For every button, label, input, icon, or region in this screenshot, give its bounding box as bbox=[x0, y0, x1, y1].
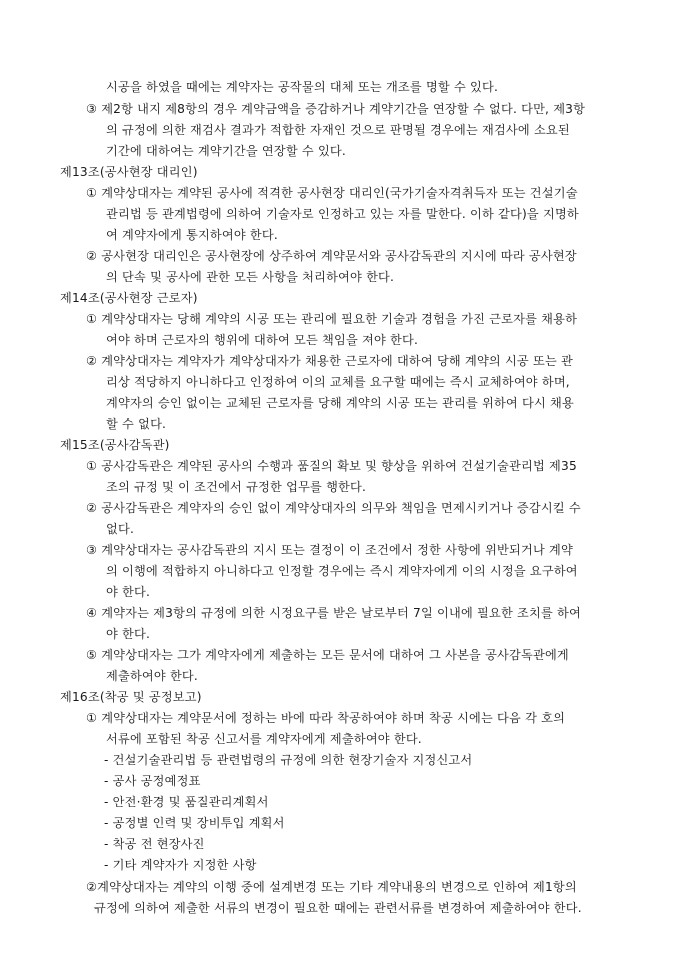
paragraph-line: ③ 계약상대자는 공사감독관의 지시 또는 결정이 이 조건에서 정한 사항에 위반되거나 계약 bbox=[86, 543, 573, 557]
body-line: 계약자의 승인 없이는 교체된 근로자를 당해 계약의 시공 또는 관리를 위하여 다시 채용 bbox=[106, 396, 574, 410]
paragraph-line: ②계약상대자는 계약의 이행 중에 설계변경 또는 기타 계약내용의 변경으로 인하여 제1항의 bbox=[86, 880, 577, 894]
body-line: 의 규정에 의한 재검사 결과가 적합한 자재인 것으로 판명될 경우에는 재검사에 소요된 bbox=[106, 123, 570, 137]
body-line: 여 계약자에게 통지하여야 한다. bbox=[106, 228, 278, 242]
list-item: - 안전·환경 및 품질관리계획서 bbox=[104, 795, 269, 809]
article-heading: 제14조(공사현장 근로자) bbox=[60, 291, 198, 305]
body-line: 규정에 의하여 제출한 서류의 변경이 필요한 때에는 관련서류를 변경하여 제출하여야 한다. bbox=[94, 901, 582, 915]
article-heading: 제13조(공사현장 대리인) bbox=[60, 165, 198, 179]
list-item: - 착공 전 현장사진 bbox=[104, 837, 205, 851]
list-item: - 공사 공정예정표 bbox=[104, 774, 201, 788]
paragraph-line: ① 계약상대자는 계약문서에 정하는 바에 따라 착공하여야 하며 착공 시에는 다음 각 호의 bbox=[86, 711, 566, 725]
body-line: 리상 적당하지 아니하다고 인정하여 이의 교체를 요구할 때에는 즉시 교체하여야 하며, bbox=[106, 375, 570, 389]
body-line: 할 수 없다. bbox=[106, 417, 167, 431]
paragraph-line: ④ 계약자는 제3항의 규정에 의한 시정요구를 받은 날로부터 7일 이내에 필요한 조치를 하여 bbox=[86, 606, 581, 620]
paragraph-line: ① 계약상대자는 계약된 공사에 적격한 공사현장 대리인(국가기술자격취득자 또는 건설기술 bbox=[86, 186, 578, 200]
article-heading: 제16조(착공 및 공정보고) bbox=[60, 690, 202, 704]
paragraph-line: ② 계약상대자는 계약자가 계약상대자가 채용한 근로자에 대하여 당해 계약의 시공 또는 관 bbox=[86, 354, 573, 368]
paragraph-line: ⑤ 계약상대자는 그가 계약자에게 제출하는 모든 문서에 대하여 그 사본을 공사감독관에게 bbox=[86, 648, 569, 662]
paragraph-line: ① 계약상대자는 당해 계약의 시공 또는 관리에 필요한 기술과 경험을 가진 근로자를 채용하 bbox=[86, 312, 578, 326]
body-line: 관리법 등 관계법령에 의하여 기술자로 인정하고 있는 자를 말한다. 이하 같다)을 지명하 bbox=[106, 207, 579, 221]
body-line: 여야 하며 근로자의 행위에 대하여 모든 책임을 져야 한다. bbox=[106, 333, 419, 347]
paragraph-line: ② 공사현장 대리인은 공사현장에 상주하여 계약문서와 공사감독관의 지시에 따라 공사현장 bbox=[86, 249, 577, 263]
article-heading: 제15조(공사감독관) bbox=[60, 438, 170, 452]
body-line: 의 단속 및 공사에 관한 모든 사항을 처리하여야 한다. bbox=[106, 270, 395, 284]
body-line: 없다. bbox=[106, 522, 135, 536]
body-line: 기간에 대하여는 계약기간을 연장할 수 있다. bbox=[106, 144, 346, 158]
list-item: - 건설기술관리법 등 관련법령의 규정에 의한 현장기술자 지정신고서 bbox=[104, 753, 473, 767]
body-line: 야 한다. bbox=[106, 585, 151, 599]
paragraph-line: ③ 제2항 내지 제8항의 경우 계약금액을 증감하거나 계약기간을 연장할 수 없다. 다만, 제3항 bbox=[86, 102, 586, 116]
paragraph-line: ② 공사감독관은 계약자의 승인 없이 계약상대자의 의무와 책임을 면제시키거나 증감시킬 수 bbox=[86, 501, 581, 515]
body-line: 야 한다. bbox=[106, 627, 151, 641]
list-item: - 기타 계약자가 지정한 사항 bbox=[104, 858, 257, 872]
body-line: 서류에 포함된 착공 신고서를 계약자에게 제출하여야 한다. bbox=[106, 732, 422, 746]
body-line: 시공을 하였을 때에는 계약자는 공작물의 대체 또는 개조를 명할 수 있다. bbox=[106, 80, 499, 94]
body-line: 의 이행에 적합하지 아니하다고 인정할 경우에는 즉시 계약자에게 이의 시정을 요구하여 bbox=[106, 564, 578, 578]
paragraph-line: ① 공사감독관은 계약된 공사의 수행과 품질의 확보 및 향상을 위하여 건설기술관리법 제35 bbox=[86, 459, 577, 473]
list-item: - 공정별 인력 및 장비투입 계획서 bbox=[104, 816, 285, 830]
body-line: 조의 규정 및 이 조건에서 규정한 업무를 행한다. bbox=[106, 480, 367, 494]
body-line: 제출하여야 한다. bbox=[106, 669, 198, 683]
